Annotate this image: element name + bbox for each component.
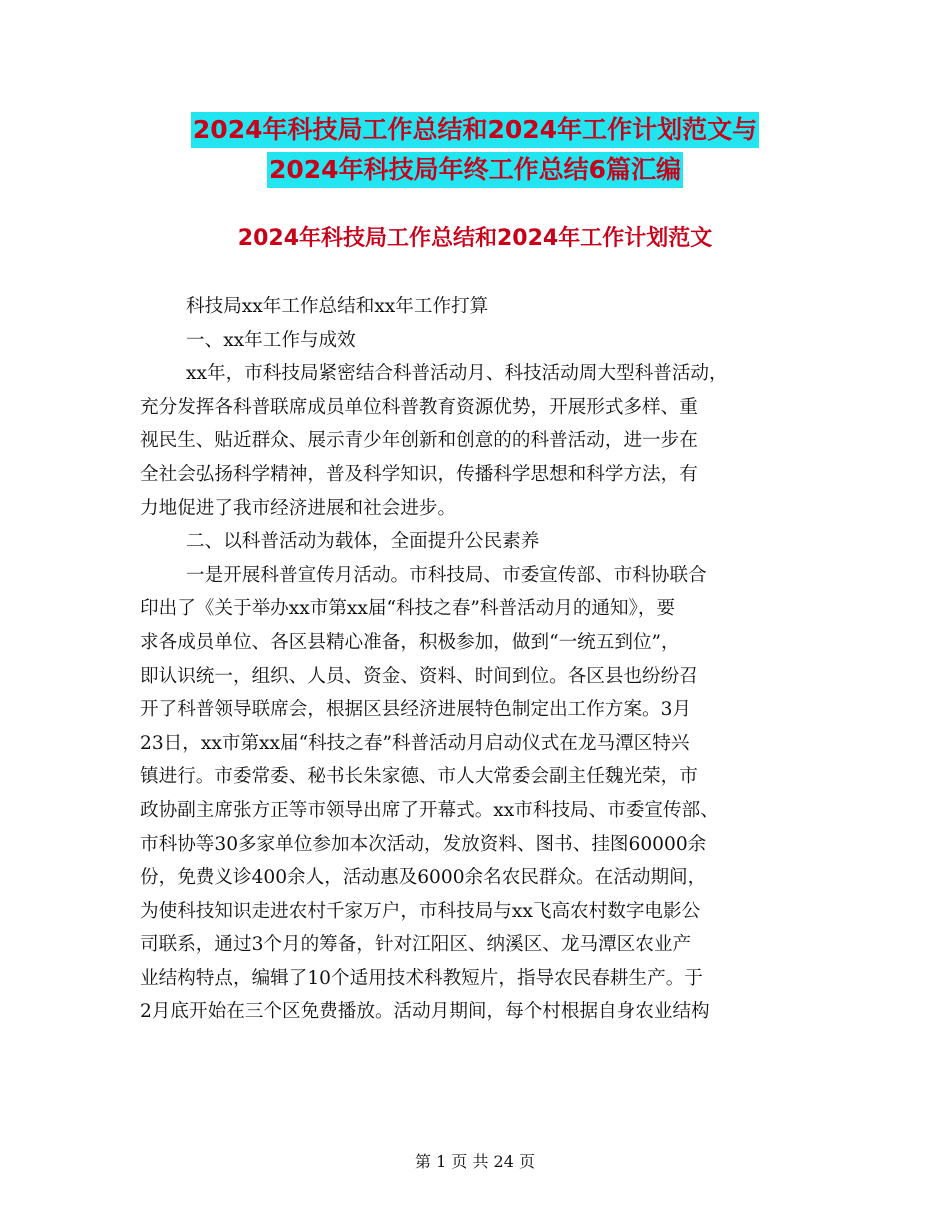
paragraph-line: 业结构特点，编辑了10个适用技术科教短片，指导农民春耕生产。于 [140, 967, 703, 989]
paragraph-line: 政协副主席张方正等市领导出席了开幕式。xx市科技局、市委宣传部、 [140, 799, 719, 821]
paragraph-line: 2月底开始在三个区免费播放。活动月期间，每个村根据自身农业结构 [140, 1001, 710, 1023]
paragraph-line: 司联系，通过3个月的筹备，针对江阳区、纳溪区、龙马潭区农业产 [140, 934, 692, 956]
paragraph-line: 即认识统一，组织、人员、资金、资料、时间到位。各区县也纷纷召 [140, 665, 698, 687]
body-text [140, 290, 812, 1029]
paragraph-line: 求各成员单位、各区县精心准备，积极参加，做到“一统五到位”， [140, 631, 680, 653]
paragraph-line: 份，免费义诊400余人，活动惠及6000余名农民群众。在活动期间， [140, 867, 707, 889]
document-title [0, 112, 950, 188]
title-line-1: 2024年科技局工作总结和2024年工作计划范文与 [191, 112, 759, 148]
title-line-2: 2024年科技局年终工作总结6篇汇编 [267, 152, 683, 188]
paragraph-line: 科技局xx年工作总结和xx年工作打算 [186, 296, 489, 317]
paragraph-line: 二、以科普活动为载体，全面提升公民素养 [186, 531, 540, 553]
paragraph-line: 一、xx年工作与成效 [186, 329, 356, 351]
page-footer: 第 1 页 共 24 页 [415, 1152, 535, 1171]
paragraph-line: 一是开展科普宣传月活动。市科技局、市委宣传部、市科协联合 [186, 564, 707, 586]
paragraph-line: xx年，市科技局紧密结合科普活动月、科技活动周大型科普活动， [186, 363, 728, 385]
paragraph-line: 全社会弘扬科学精神，普及科学知识，传播科学思想和科学方法，有 [140, 463, 698, 485]
paragraph-line: 镇进行。市委常委、秘书长朱家德、市人大常委会副主任魏光荣，市 [140, 766, 698, 788]
paragraph-line: 充分发挥各科普联席成员单位科普教育资源优势，开展形式多样、重 [140, 396, 698, 418]
paragraph-line: 视民生、贴近群众、展示青少年创新和创意的的科普活动，进一步在 [140, 430, 698, 452]
paragraph-line: 印出了《关于举办xx市第xx届“科技之春”科普活动月的通知》，要 [140, 598, 676, 620]
section-heading: 2024年科技局工作总结和2024年工作计划范文 [237, 226, 713, 251]
paragraph-line: 为使科技知识走进农村千家万户，市科技局与xx飞高农村数字电影公 [140, 900, 701, 922]
paragraph-line: 开了科普领导联席会，根据区县经济进展特色制定出工作方案。3月 [140, 699, 692, 721]
paragraph-line: 23日，xx市第xx届“科技之春”科普活动月启动仪式在龙马潭区特兴 [140, 732, 690, 754]
paragraph-line: 市科协等30多家单位参加本次活动，发放资料、图书、挂图60000余 [140, 833, 707, 855]
paragraph-line: 力地促进了我市经济进展和社会进步。 [140, 497, 457, 519]
